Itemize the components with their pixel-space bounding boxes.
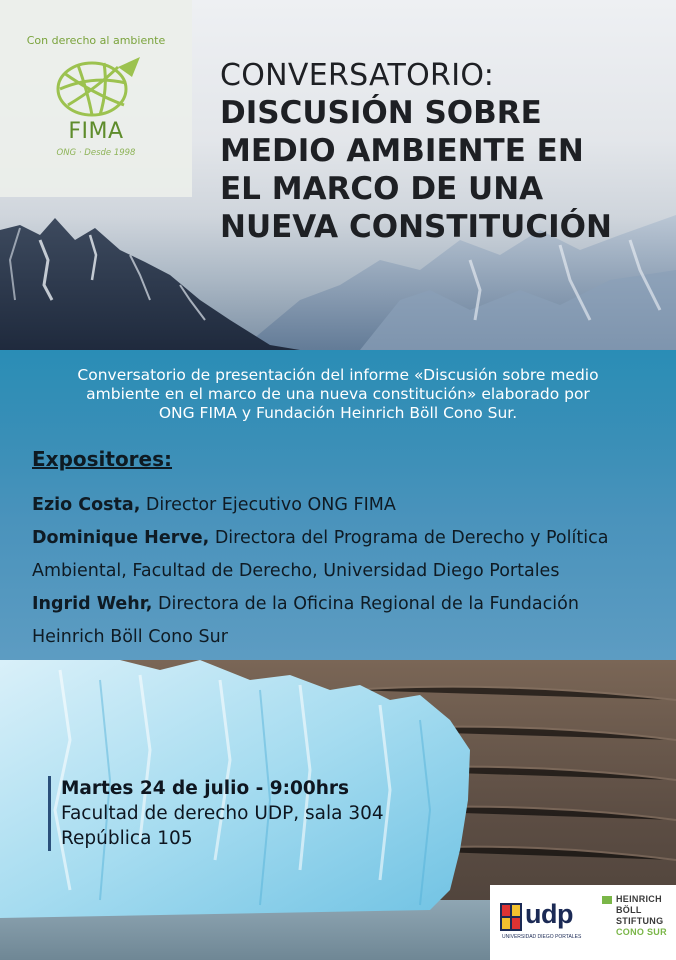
title-kicker: CONVERSATORIO: <box>220 58 495 93</box>
udp-wordmark: udp <box>525 899 573 929</box>
event-title <box>220 58 660 246</box>
speaker-name: Dominique Herve, <box>32 528 210 548</box>
speakers-heading: Expositores: <box>32 447 173 471</box>
glacier-section <box>0 660 676 960</box>
logo-name: FIMA <box>68 119 124 144</box>
boll-mark-icon <box>602 896 612 904</box>
speaker-name: Ezio Costa, <box>32 495 141 515</box>
boll-line: STIFTUNG <box>616 916 664 926</box>
fima-logo <box>0 0 192 197</box>
speaker-entry <box>32 522 662 555</box>
udp-fullname: UNIVERSIDAD DIEGO PORTALES <box>502 934 582 940</box>
title-line: MEDIO AMBIENTE EN <box>220 133 584 169</box>
title-line: DISCUSIÓN SOBRE <box>220 95 542 131</box>
title-line: NUEVA CONSTITUCIÓN <box>220 209 612 245</box>
event-address: República 105 <box>61 828 193 849</box>
intro-text <box>40 366 636 423</box>
sponsors-logos <box>490 885 676 960</box>
speaker-role: Directora de la Oficina Regional de la Fundación <box>152 594 579 614</box>
speaker-role-continued: Ambiental, Facultad de Derecho, Universidad Diego Portales <box>32 561 560 581</box>
boll-line: BÖLL <box>616 905 642 915</box>
event-details <box>48 776 384 851</box>
intro-line: Conversatorio de presentación del informe «Discusión sobre medio <box>77 366 599 384</box>
logo-tagline: Con derecho al ambiente <box>26 34 166 47</box>
speaker-role: Directora del Programa de Derecho y Política <box>209 528 609 548</box>
event-venue: Facultad de derecho UDP, sala 304 <box>61 803 384 824</box>
speaker-entry <box>32 588 662 621</box>
logo-subtitle: ONG · Desde 1998 <box>56 148 136 158</box>
intro-line: ONG FIMA y Fundación Heinrich Böll Cono Sur. <box>158 404 518 422</box>
fima-globe-icon <box>48 53 144 119</box>
speaker-name: Ingrid Wehr, <box>32 594 153 614</box>
speaker-role: Director Ejecutivo ONG FIMA <box>140 495 396 515</box>
speakers-list <box>32 489 662 654</box>
header-mountain-banner <box>0 0 676 350</box>
event-date: Martes 24 de julio - 9:00hrs <box>61 778 350 799</box>
boll-line: HEINRICH <box>616 894 662 904</box>
info-band <box>0 350 676 660</box>
speaker-entry <box>32 489 662 522</box>
title-line: EL MARCO DE UNA <box>220 171 544 207</box>
intro-line: ambiente en el marco de una nueva constitución» elaborado por <box>86 385 590 403</box>
udp-logo <box>500 899 590 947</box>
speaker-role-continued: Heinrich Böll Cono Sur <box>32 627 228 647</box>
udp-shield-icon <box>500 903 522 931</box>
boll-line: CONO SUR <box>616 927 667 937</box>
